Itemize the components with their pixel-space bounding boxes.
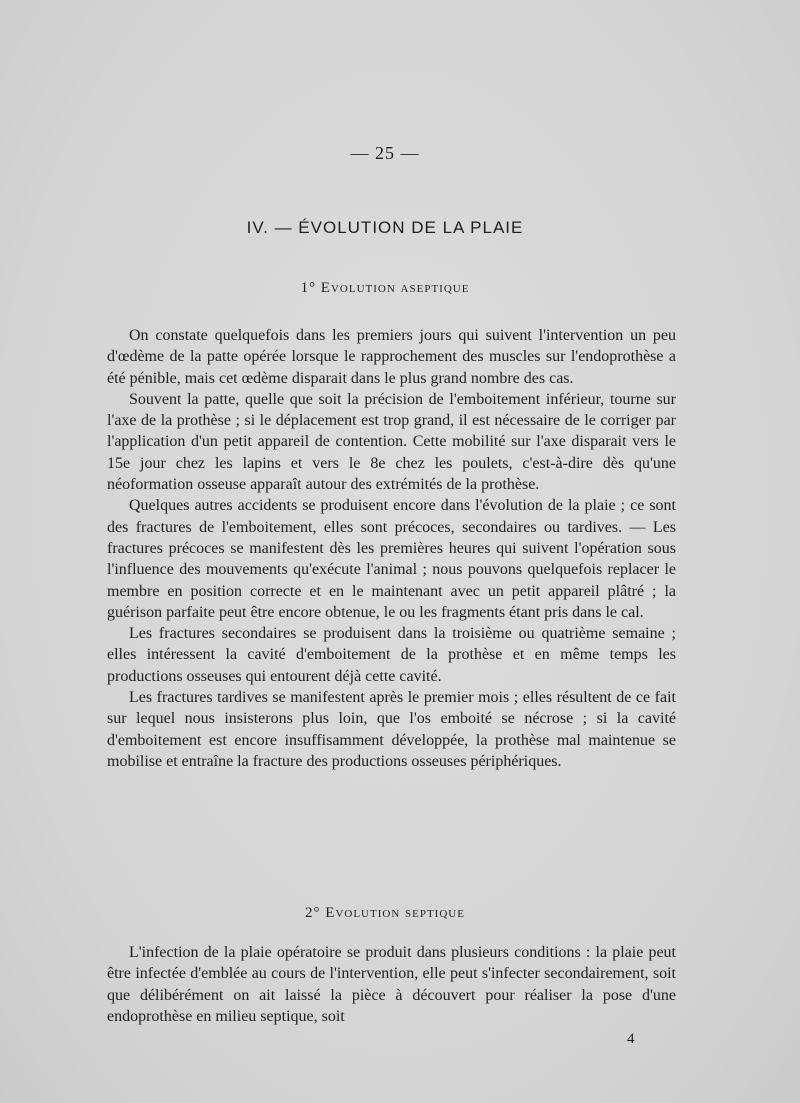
section-heading-aseptic: 1° Evolution aseptique [300,280,470,296]
chapter-title: IV. — ÉVOLUTION DE LA PLAIE [246,218,524,237]
paragraph: Souvent la patte, quelle que soit la précision de l'emboitement inférieur, tourne sur l'axe de la prothèse ; si le déplacement est trop grand, il est nécessaire de le corriger par l'application d'un petit appareil de contention. Cette mobilité sur l'axe disparait vers le 15e jour chez les lapins et vers le 8e chez les poulets, c'est-à-dire dès qu'une néoformation osseuse apparaît autour des extrémités de la prothèse. [107,390,676,494]
paragraph: On constate quelquefois dans les premiers jours qui suivent l'intervention un peu d'œdème de la patte opérée lorsque le rapprochement des muscles sur l'endoprothèse a été pénible, mais cet œdème disparait dans le plus grand nombre des cas. [107,327,676,387]
signature-mark: 4 [627,1031,635,1047]
paragraph: Les fractures secondaires se produisent dans la troisième ou quatrième semaine ; elles intéressent la cavité d'emboitement de la prothèse et en même temps les productions osseuses qui entourent déjà cette cavité. [107,625,676,685]
section-body-aseptic [107,325,676,772]
paragraph: Quelques autres accidents se produisent encore dans l'évolution de la plaie ; ce sont des fractures de l'emboitement, elles sont précoces, secondaires ou tardives. — Les fractures précoces se manifestent dès les premières heures qui suivent l'opération sous l'influence des mouvements qu'exécute l'animal ; nous pouvons quelquefois replacer le membre en position correcte et en le maintenant avec un petit appareil plâtré ; la guérison parfaite peut être encore obtenue, le ou les fragments étant pris dans le cal. [107,497,676,621]
paragraph: L'infection de la plaie opératoire se produit dans plusieurs conditions : la plaie peut être infectée d'emblée au cours de l'intervention, elle peut s'infecter secondairement, soit que délibérément on ait laissé la pièce à découvert pour réaliser la pose d'une endoprothèse en milieu septique, soit [107,944,676,1025]
paragraph: Les fractures tardives se manifestent après le premier mois ; elles résultent de ce fait sur lequel nous insisterons plus loin, que l'os emboité se nécrose ; si la cavité d'emboitement est encore insuffisamment développée, la prothèse mal maintenue se mobilise et entraîne la fracture des productions osseuses périphériques. [107,689,676,770]
section-body-septic [107,942,676,1027]
section-heading-septic: 2° Evolution septique [305,905,465,921]
page-number: — 25 — [350,143,420,163]
